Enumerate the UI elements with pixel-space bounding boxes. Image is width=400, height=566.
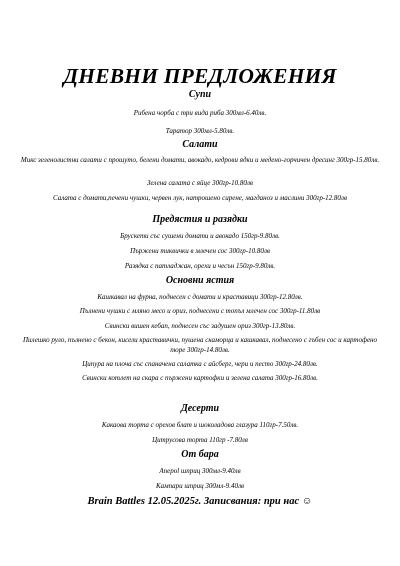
section-heading-soups: Супи [188, 89, 212, 100]
menu-item: Таратор 300мл-5.80лв. [165, 127, 235, 135]
menu-item: Микс зеленолистни салати с прошуто, белени домати, авокадо, кедрови ядки и медено-горчичен дресинг 300гр-15.80лв. [20, 156, 380, 164]
menu-item: Зелена салата с яйце 300гр-10.80лв [147, 179, 253, 187]
menu-item: Кашкавал на фурна, поднесен с домати и краставици 300гр-12.80лв. [97, 293, 303, 301]
menu-item: Рибена чорба с три вида риба 300мл-6.40лв. [133, 109, 267, 117]
menu-item: Пържени тиквички в млечен сос 300гр-10.80лв [130, 247, 270, 255]
menu-item: Свински котлет на скара с пържени картофки и зелена салата 300гр-16.80лв. [82, 374, 318, 382]
menu-item: Цитрусова торта 110гр -7.80лв [152, 436, 248, 444]
menu-item: Пилешко руло, пълнено с бекон, кисели краставички, пушена скаморца и кашкавал, поднесено с гъбен сос и картофено пюре 300гр-14.80лв. [22, 336, 378, 354]
section-heading-mains: Основни ястия [165, 275, 235, 286]
event-note: Brain Battles 12.05.2025г. Записвания: при нас ☺ [87, 496, 313, 507]
section-heading-starters: Предястия и разядки [152, 214, 248, 225]
menu-item: Апероl шприц 300мл-9.40лв [159, 467, 241, 475]
page-title: ДНЕВНИ ПРЕДЛОЖЕНИЯ [63, 64, 337, 88]
menu-item: Какаова торта с орехов блат и шоколадова глазура 110гр-7.50лв. [101, 421, 299, 429]
section-heading-salads: Салати [182, 139, 218, 150]
section-heading-desserts: Десерти [180, 403, 220, 414]
menu-item: Кампари шприц 300мл-9.40лв [155, 482, 245, 490]
menu-item: Свински вишен кебап, поднесен със задушен ориз 300гр-13.80лв. [104, 322, 296, 330]
menu-item: Ципура на плоча със спаначена салатка с айсберг, чери и песто 300гр-24.80лв. [82, 360, 318, 368]
menu-item: Пълнени чушки с мляно месо и ориз, поднесени с топъл млечен сос 300гр-11.80лв [79, 307, 321, 315]
section-heading-bar: От бара [181, 449, 219, 460]
menu-item: Брускети със сушени домати и авокадо 150гр-9.80лв. [120, 232, 280, 240]
menu-item: Салата с домати,печени чушки, червен лук, натрошено сирене, магданоз и маслини 300гр-12.80лв [52, 194, 348, 202]
menu-item: Разядка с патладжан, орехи и чесън 150гр-9.80лв. [124, 262, 276, 270]
